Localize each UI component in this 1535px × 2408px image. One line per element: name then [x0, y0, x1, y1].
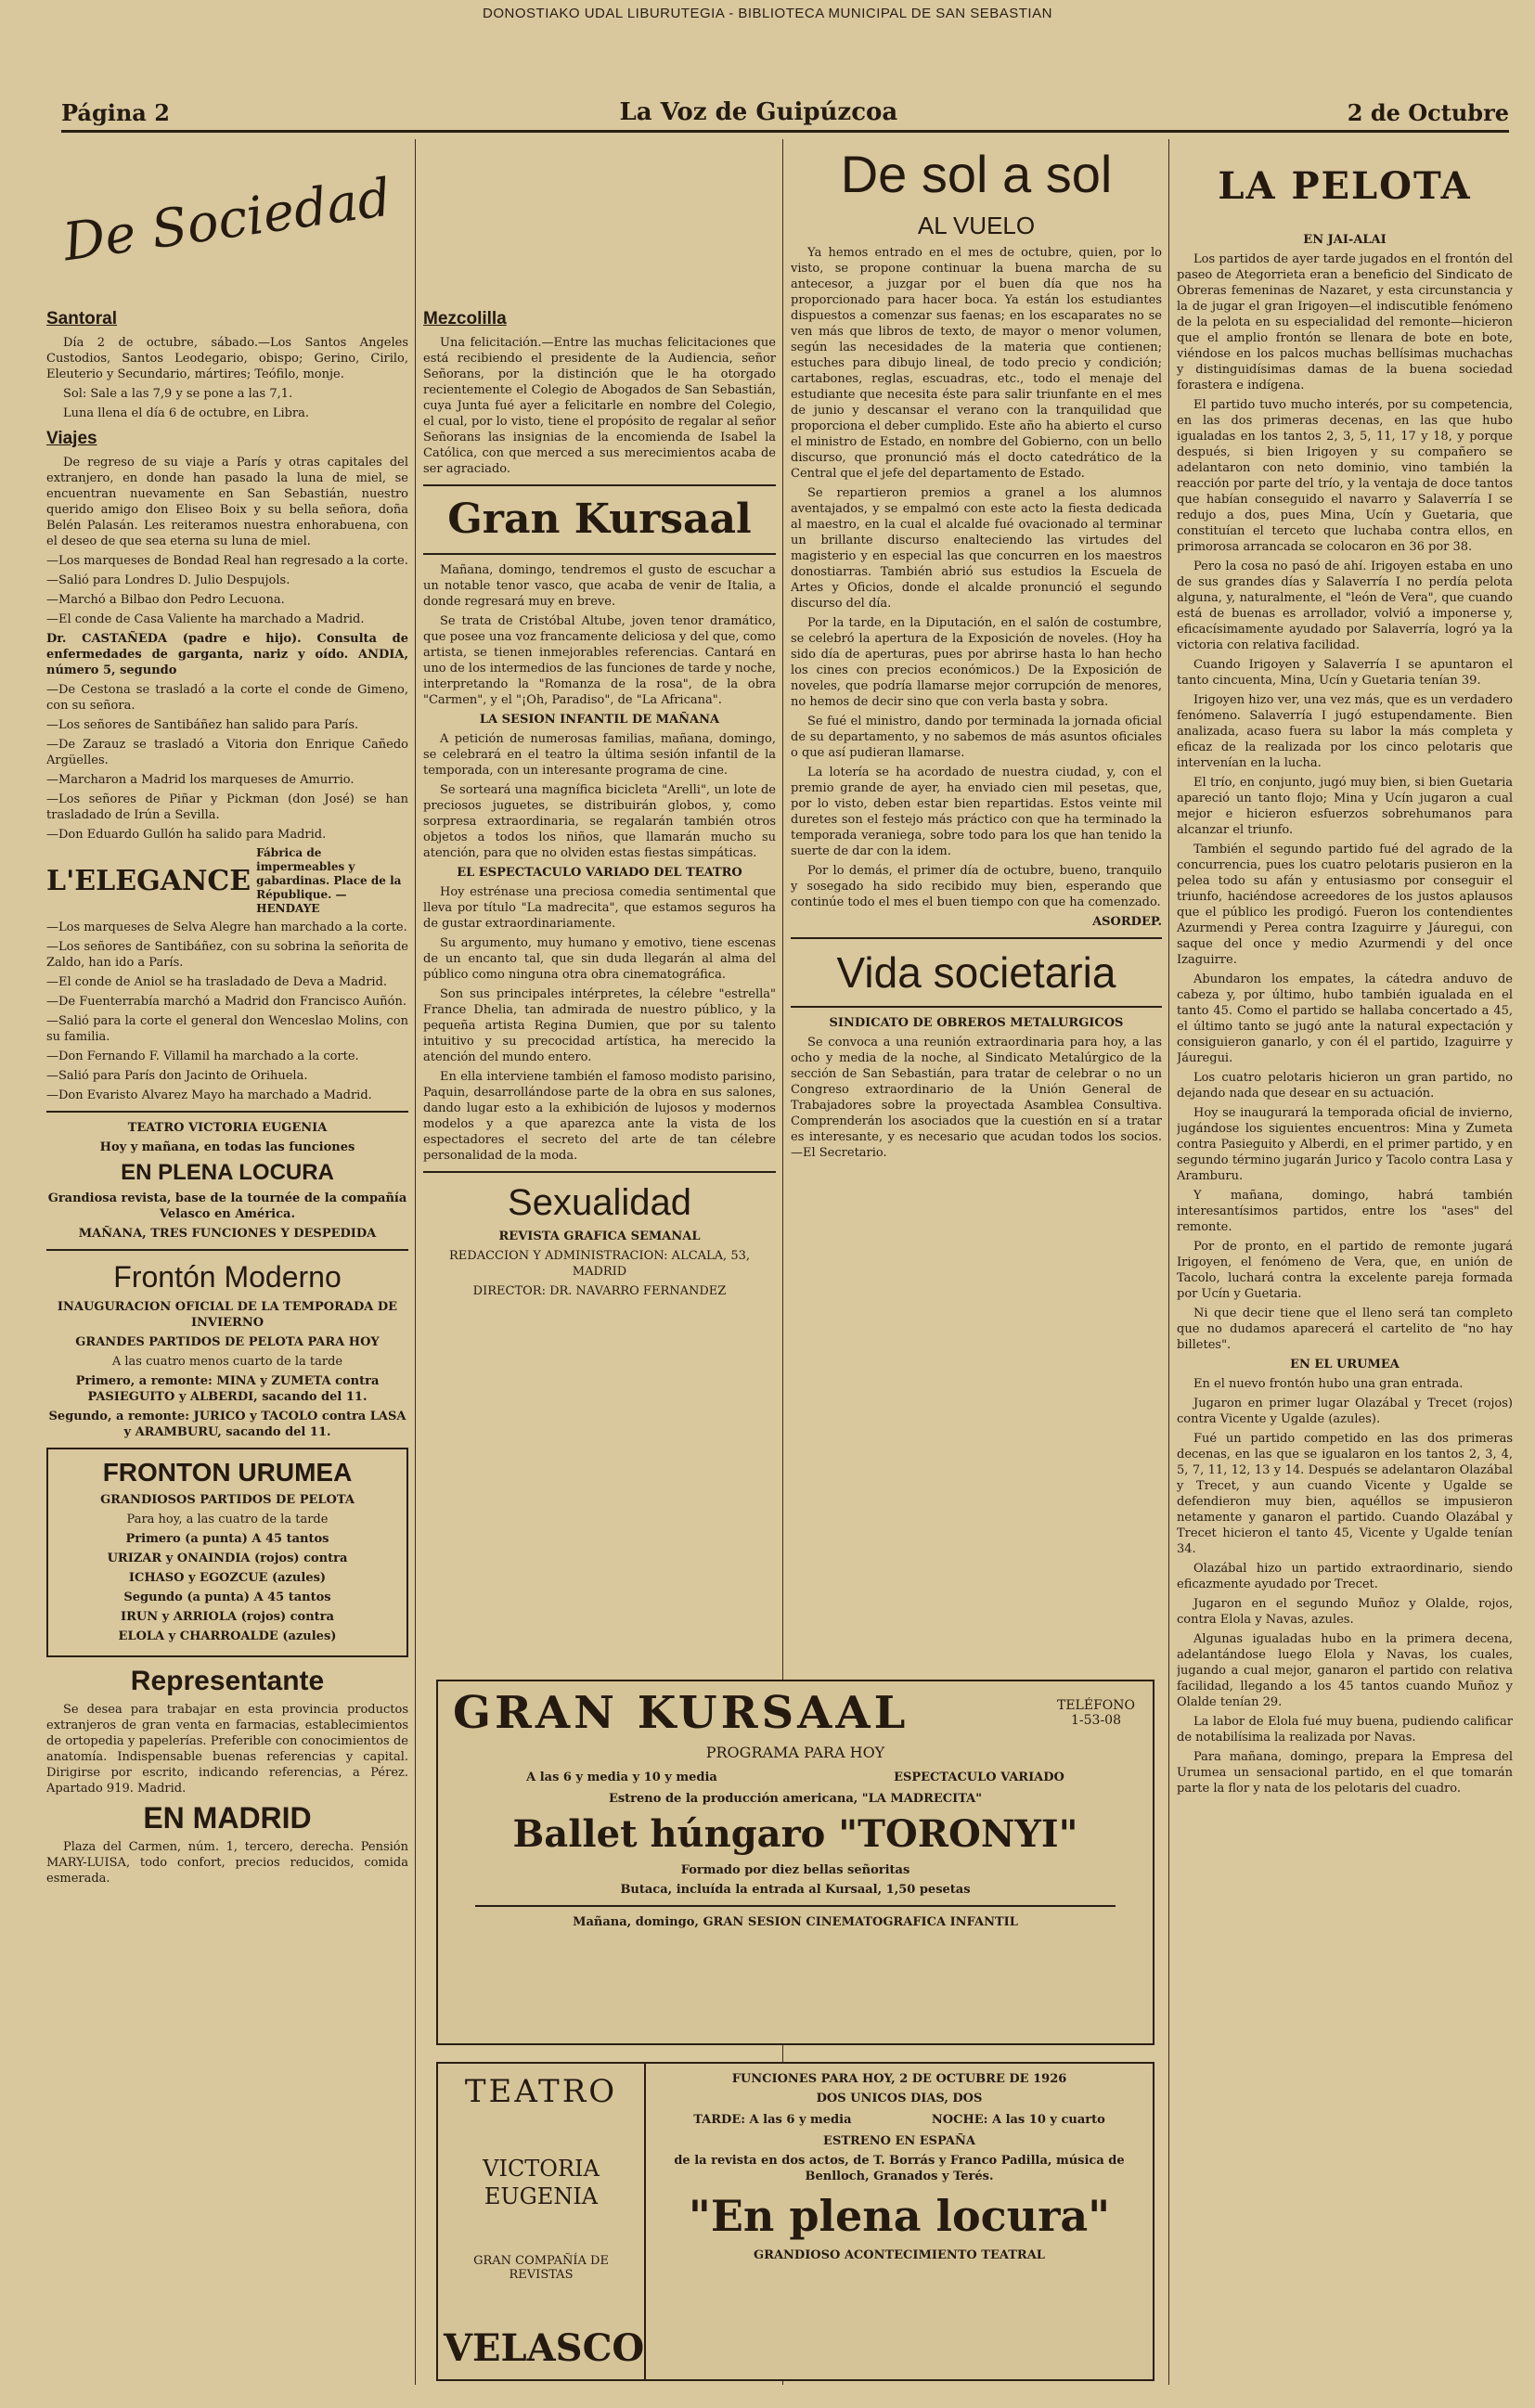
vida-societaria-title: Vida societaria [836, 948, 1116, 997]
elegance-ad [46, 846, 408, 916]
viajes-text: —Marcharon a Madrid los marqueses de Amurrio. [46, 773, 355, 787]
kursaal-ad-espectaculo: ESPECTACULO VARIADO [894, 1771, 1064, 1784]
teatro-ad-left [438, 2064, 646, 2379]
viajes-text: —Los marqueses de Selva Alegre han marchado a la corte. [46, 921, 407, 934]
gran-kursaal-ad [436, 1680, 1154, 2045]
elegance-text: Fábrica de impermeables y gabardinas. Place de la République. — HENDAYE [256, 846, 402, 915]
teatro-ad-left2: VICTORIA EUGENIA [483, 2155, 600, 2209]
pelota-paragraph: Y mañana, domingo, habrá también interesantísimos partidos, entre los "ases" del remonte. [1177, 1189, 1513, 1234]
urumea-paragraph: Para mañana, domingo, prepara la Empresa del Urumea un sensacional partido, en el que tomarán parte la flor y nata de los pelotaris del cuadro. [1177, 1750, 1513, 1796]
issue-date: 2 de Octubre [1347, 99, 1509, 126]
representante-title: Representante [130, 1666, 325, 1696]
sexualidad-address: REDACCION Y ADMINISTRACION: ALCALA, 53, MADRID [449, 1249, 750, 1279]
castaneda-ad: Dr. CASTAÑEDA (padre e hijo). Consulta de enfermedades de garganta, nariz y oído. ANDIA, número 5, segundo [46, 632, 408, 677]
jai-alai-heading: EN JAI-ALAI [1303, 233, 1387, 247]
espectaculo-text: Su argumento, muy humano y emotivo, tiene escenas de un encanto tal, que sin duda llegarán al alma del público como ninguna otra obra cinematográfica. [423, 936, 776, 982]
santoral-text: Luna llena el día 6 de octubre, en Libra. [63, 406, 310, 420]
fu-line: ELOLA y CHARROALDE (azules) [118, 1629, 337, 1643]
sociedad-logo-text: De Sociedad [59, 167, 395, 274]
column-mezcolilla [423, 139, 776, 1633]
fm-line: Segundo, a remonte: JURICO y TACOLO contra LASA y ARAMBURU, sacando del 11. [48, 1410, 406, 1439]
divider [46, 1111, 408, 1113]
divider [423, 553, 776, 555]
divider [475, 1905, 1116, 1907]
pelota-paragraph: Los cuatro pelotaris hicieron un gran partido, no dejando nada que desear en su actuación. [1177, 1071, 1513, 1101]
column-la-pelota [1177, 139, 1513, 1800]
sindicato-heading: SINDICATO DE OBREROS METALURGICOS [829, 1016, 1124, 1030]
santoral-text: Día 2 de octubre, sábado.—Los Santos Angeles Custodios, Santos Leodegario, obispo; Gerino, Cirilo, Eleuterio y Secundario, mártires; Teófilo, monje. [46, 336, 408, 381]
kursaal-text: Mañana, domingo, tendremos el gusto de escuchar a un notable tenor vasco, que acaba de venir de Italia, a donde regresará muy en breve. [423, 563, 776, 609]
espectaculo-text: En ella interviene también el famoso modisto parisino, Paquin, desarrollándose parte de la obra en sus salones, dando lugar esto a la exhibición de lujosos y modernos modelos y a que aparezca ante la vista de los espectadores el secreto del arte de tan célebre personalidad de la moda. [423, 1070, 776, 1163]
pelota-paragraph: El trío, en conjunto, jugó muy bien, si bien Guetaria apareció un tanto flojo; Mina y Ucín jugaron a cual mejor e hicieron esfuerzos sobrehumanos para alcanzar el triunfo. [1177, 776, 1513, 837]
teatro-ad-left3: GRAN COMPAÑÍA DE REVISTAS [473, 2254, 609, 2283]
page-number: Página 2 [61, 99, 170, 126]
urumea-paragraph: Olazábal hizo un partido extraordinario, siendo eficazmente ayudado por Trecet. [1177, 1562, 1513, 1591]
madrid-title: EN MADRID [143, 1801, 312, 1835]
fm-line: GRANDES PARTIDOS DE PELOTA PARA HOY [75, 1335, 380, 1349]
column-separator [415, 139, 416, 2385]
urumea-paragraph: En el nuevo frontón hubo una gran entrada. [1193, 1377, 1464, 1391]
mezcolilla-text: Una felicitación.—Entre las muchas felicitaciones que está recibiendo el presidente de la Audiencia, señor Señorans, por la distinción que le ha otorgado recientemente el Colegio de Abogados de San Sebastián, cuya Junta fué ayer a felicitarle en nombre del Colegio, el cual, por lo visto, tiene el propósito de regalar al señor Señorans las insignias de la encomienda de Isabel la Católica, con que merced a sus merecimientos acaba de ser agraciado. [423, 336, 776, 476]
urumea-paragraph: Jugaron en primer lugar Olazábal y Trecet (rojos) contra Vicente y Ugalde (azules). [1177, 1397, 1513, 1426]
viajes-heading: Viajes [46, 429, 97, 448]
teatro-ad-big: "En plena locura" [688, 2191, 1111, 2241]
divider [46, 1249, 408, 1251]
sexualidad-sub: REVISTA GRAFICA SEMANAL [498, 1230, 701, 1243]
divider [423, 1171, 776, 1173]
urumea-heading: EN EL URUMEA [1290, 1358, 1400, 1371]
espectaculo-text: Hoy estrénase una preciosa comedia sentimental que lleva por título "La madrecita", que estamos seguros ha de gustar extraordinariamente. [423, 885, 776, 931]
viajes-text: —Los señores de Piñar y Pickman (don José) se han trasladado de Irún a Sevilla. [46, 792, 408, 822]
newspaper-name: La Voz de Guipúzcoa [619, 98, 898, 126]
sexualidad-title: Sexualidad [508, 1182, 691, 1223]
viajes-text: —Don Evaristo Alvarez Mayo ha marchado a Madrid. [46, 1088, 372, 1102]
representante-text: Se desea para trabajar en esta provincia productos extranjeros de gran venta en farmacias, establecimientos de ortopedia y papelerías. Preferible con conocimientos de anatomía. Indispensable buenas referencias y capital. Dirigirse por escrito, indicando referencias, a Pérez. Apartado 919. Madrid. [46, 1703, 408, 1796]
kursaal-ad-butaca: Butaca, incluída la entrada al Kursaal, 1,50 pesetas [620, 1883, 971, 1897]
al-vuelo-subtitle: AL VUELO [917, 212, 1036, 239]
article-paragraph: Por la tarde, en la Diputación, en el salón de costumbre, se celebró la apertura de la Exposición de noveles. (Hoy ha sido día de aperturas, pues por abrirse hasta lo han hecho los cines con precios económicos.) De la Exposición de noveles, que podría llamarse mejor corrupción de menores, no hemos de decir sino que con verla basta y sobra. [791, 616, 1162, 709]
viajes-text: —Don Eduardo Gullón ha salido para Madrid. [46, 828, 327, 842]
sesion-text: Se sorteará una magnífica bicicleta "Arelli", un lote de preciosos juguetes, se distribuirán globos, y, como sorpresa extraordinaria, se regalarán también otros objetos a todos los niños, que llamarán mucho su atención, para que no olviden estas fiestas simpáticas. [423, 783, 776, 860]
teatro-ad-funciones: FUNCIONES PARA HOY, 2 DE OCTUBRE DE 1926 [731, 2072, 1067, 2086]
fu-line: URIZAR y ONAINDIA (rojos) contra [107, 1552, 348, 1565]
viajes-text: —Salió para la corte el general don Wenceslao Molins, con su familia. [46, 1014, 408, 1044]
kursaal-ad-programa: PROGRAMA PARA HOY [705, 1744, 885, 1761]
viajes-text: —El conde de Casa Valiente ha marchado a Madrid. [46, 612, 365, 626]
divider [423, 484, 776, 486]
de-sol-a-sol-title: De sol a sol [840, 145, 1113, 203]
pelota-paragraph: Irigoyen hizo ver, una vez más, que es un verdadero fenómeno. Salaverría I jugó estupendamente. Bien analizada, acaso fuera su labor la más completa y eficaz de la realizada por los cinco pelotaris que intervenían en la lucha. [1177, 693, 1513, 770]
viajes-text: —De Zarauz se trasladó a Vitoria don Enrique Cañedo Argüelles. [46, 738, 408, 767]
viajes-text: —Salió para París don Jacinto de Orihuela. [46, 1069, 308, 1083]
teatro-ad-noche: NOCHE: A las 10 y cuarto [931, 2113, 1105, 2127]
sociedad-logo [46, 139, 408, 302]
viajes-text: —De Cestona se trasladó a la corte el conde de Gimeno, con su señora. [46, 683, 408, 713]
column-sociedad [46, 139, 408, 1890]
fronton-urumea-ad [46, 1448, 408, 1657]
fm-line: A las cuatro menos cuarto de la tarde [111, 1355, 343, 1369]
kursaal-heading: Gran Kursaal [447, 496, 752, 543]
viajes-text: —Don Fernando F. Villamil ha marchado a la corte. [46, 1049, 359, 1063]
fu-line: Primero (a punta) A 45 tantos [125, 1532, 329, 1546]
madrid-text: Plaza del Carmen, núm. 1, tercero, derecha. Pensión MARY-LUISA, todo confort, precios reducidos, comida esmerada. [46, 1840, 408, 1886]
article-paragraph: Ya hemos entrado en el mes de octubre, quien, por lo visto, se propone continuar la buena marcha de su antecesor, a juzgar por el buen día que nos ha proporcionado para hacer boca. Ya están los estudiantes dispuestos a comenzar sus faenas; en los escaparates no se ven más que libros de texto, de mayor o menor volumen, según las necesidades de la materia que contienen; estuches para dibujo lineal, de todo precio y condición; cartabones, reglas, escuadras, etc., todo el menaje del estudiante que necesita éste para salir triunfante en el mes de junio y descansar el verano con la tranquilidad que proporciona el deber cumplido. Este año ha abierto el curso el ministro de Estado, en nombre del Gobierno, con un bello discurso, que pronunció más el docto catedrático de la Central que el jefe del departamento de Estado. [791, 246, 1162, 481]
kursaal-ad-phone: TELÉFONO 1-53-08 [1057, 1698, 1135, 1728]
pelota-paragraph: También el segundo partido fué del agrado de la concurrencia, pues los cuatro pelotaris pusieron en la pelea todo su afán y entusiasmo por conseguir el triunfo, haciéndose acreedores de los justos aplausos que el público les prodigó. Fueron los contendientes Azurmendi y Perea contra Izaguirre y Jáuregui, con saque del once y medio Azurmendi y del once Izaguirre. [1177, 843, 1513, 967]
archive-watermark: DONOSTIAKO UDAL LIBURUTEGIA - BIBLIOTECA MUNICIPAL DE SAN SEBASTIAN [483, 6, 1052, 21]
teatro-ve-ad [46, 1120, 408, 1242]
kursaal-ad-times: A las 6 y media y 10 y media [526, 1771, 717, 1784]
espectaculo-text: Son sus principales intérpretes, la célebre "estrella" France Dhelia, tan admirada de nuestro público, y la pequeña artista Regina Dumien, que por su talento intuitivo y su precocidad artística, ha merecido la atención del mundo entero. [423, 987, 776, 1064]
column-separator [1168, 139, 1169, 2385]
sesion-heading: LA SESION INFANTIL DE MAÑANA [479, 713, 720, 727]
la-pelota-logo-text: LA PELOTA [1218, 163, 1472, 208]
viajes-text: De regreso de su viaje a París y otras capitales del extranjero, en donde han pasado la luna de miel, se encuentran nuevamente en San Sebastián, nuestro querido amigo don Eliseo Boix y su bella señora, doña Belén Palasán. Les reiteramos nuestra enhorabuena, con el deseo de que sea eterna su luna de miel. [46, 456, 408, 548]
fu-line: Segundo (a punta) A 45 tantos [123, 1590, 331, 1604]
pelota-paragraph: El partido tuvo mucho interés, por su competencia, en las dos primeras decenas, en las que hubo igualadas en los tantos 2, 3, 5, 11, 17 y 18, y porque después, si bien Irigoyen y su compañero se adelantaron con neto dominio, vino también la reacción por parte del trío, y la ventaja de doce tantos que habían conseguido el navarro y Salaverría I se redujo a dos, pues Mina, Ucín y Guetaria, que constituían el terceto que luchaba contra ellos, en primorosa arrancada se colocaron en 36 por 38. [1177, 398, 1513, 554]
teatro-ad-desc: de la revista en dos actos, de T. Borrás y Franco Padilla, música de Benlloch, Granados y Terés. [674, 2154, 1125, 2183]
kursaal-ad-title: GRAN KURSAAL [453, 1687, 909, 1739]
urumea-paragraph: La labor de Elola fué muy buena, pudiendo calificar de notabilísima la realizada por Navas. [1177, 1715, 1513, 1745]
teatro-ad-dos: DOS UNICOS DIAS, DOS [816, 2092, 983, 2105]
fu-line: GRANDIOSOS PARTIDOS DE PELOTA [100, 1493, 355, 1507]
teatro-ad-left4: VELASCO [444, 2325, 645, 2370]
fu-title: FRONTON URUMEA [102, 1458, 353, 1487]
fu-line: Para hoy, a las cuatro de la tarde [126, 1513, 329, 1526]
viajes-text: —De Fuenterrabía marchó a Madrid don Francisco Auñón. [46, 995, 406, 1009]
sexualidad-director: DIRECTOR: DR. NAVARRO FERNANDEZ [472, 1284, 727, 1298]
divider [791, 937, 1162, 939]
mezcolilla-heading: Mezcolilla [423, 309, 507, 328]
teatro-ad-estreno: ESTRENO EN ESPAÑA [823, 2134, 975, 2148]
viajes-text: —El conde de Aniol se ha trasladado de Deva a Madrid. [46, 975, 388, 989]
fu-line: ICHASO y EGOZCUE (azules) [128, 1571, 327, 1585]
urumea-paragraph: Fué un partido competido en las dos primeras decenas, en las que se igualaron en los tantos 2, 3, 4, 5, 7, 11, 12, 13 y 14. Después se adelantaron Olazábal y Trecet, y aun cuando Vicente y Ugalde se defendieron muy bien, aquéllos se impusieron netamente y ganaron el partido. Cuando Olazábal y Trecet hicieron el tanto 45, Vicente y Ugalde tenían 34. [1177, 1432, 1513, 1556]
article-signature: ASORDEP. [1092, 915, 1162, 929]
teatro-ve-tail: MAÑANA, TRES FUNCIONES Y DESPEDIDA [78, 1227, 377, 1241]
pelota-paragraph: Pero la cosa no pasó de ahí. Irigoyen estaba en uno de sus grandes días y Salaverría I no perdía pelota alguna, y, naturalmente, el "león de Vera", que cuando está de buenas es arrollador, volvió a imponerse y, eficacísimamente ayudado por Salaverría, logró ya la victoria con relativa facilidad. [1177, 560, 1513, 652]
pelota-paragraph: Los partidos de ayer tarde jugados en el frontón del paseo de Ategorrieta eran a beneficio del Sindicato de Obreras femeninas de Nazaret, y esta circunstancia y la de jugar el gran Irigoyen—el indiscutible fenómeno de la pelota en su especialidad del remonte—hicieron que el amplio frontón se llenara de bote en bote, viéndose en los palcos muchas bellísimas muchachas y distinguidísimas damas de la buena sociedad forastera e indígena. [1177, 252, 1513, 393]
article-paragraph: La lotería se ha acordado de nuestra ciudad, y, con el premio grande de ayer, ha enviado cien mil pesetas, que, por lo visto, deben estar bien repartidas. Estos veinte mil duretes son el festejo más práctico con que ha terminado la temporada veraniega, sobre todo para los que han tenido la suerte de dar con la idem. [791, 766, 1162, 858]
teatro-ve-desc: Grandiosa revista, base de la tournée de la compañía Velasco en América. [47, 1191, 407, 1221]
pelota-paragraph: Ni que decir tiene que el lleno será tan completo que no dudamos aparecerá el cartelito de "no hay billetes". [1177, 1307, 1513, 1352]
sesion-text: A petición de numerosas familias, mañana, domingo, se celebrará en el teatro la última sesión infantil de la temporada, con un interesante programa de cine. [423, 732, 776, 778]
viajes-text: —Los señores de Santibáñez han salido para París. [46, 718, 359, 732]
urumea-paragraph: Jugaron en el segundo Muñoz y Olalde, rojos, contra Elola y Navas, azules. [1177, 1597, 1513, 1627]
santoral-heading: Santoral [46, 309, 118, 328]
kursaal-ad-manana: Mañana, domingo, GRAN SESION CINEMATOGRAFICA INFANTIL [573, 1915, 1018, 1929]
kursaal-ad-ballet: Ballet húngaro "TORONYI" [512, 1812, 1078, 1856]
kursaal-ad-formado: Formado por diez bellas señoritas [680, 1863, 910, 1877]
la-pelota-logo [1177, 139, 1513, 232]
teatro-ve-big: EN PLENA LOCURA [121, 1160, 334, 1185]
elegance-name: L'ELEGANCE [46, 865, 252, 897]
article-paragraph: Se fué el ministro, dando por terminada la jornada oficial de su departamento, y no sabemos de más asuntos oficiales o que así pudieran llamarse. [791, 715, 1162, 760]
illustration-space [423, 139, 776, 302]
kursaal-ad-estreno: Estreno de la producción americana, "LA MADRECITA" [608, 1792, 983, 1806]
pelota-paragraph: Por de pronto, en el partido de remonte jugará Irigoyen, el fenómeno de Vera, que, en unión de Tacolo, luchará contra la excelente pareja formada por Ucín y Guetaria. [1177, 1240, 1513, 1301]
teatro-ad-tarde: TARDE: A las 6 y media [693, 2113, 852, 2127]
teatro-ve-title: TEATRO VICTORIA EUGENIA [127, 1121, 328, 1135]
viajes-text: —Salió para Londres D. Julio Despujols. [46, 573, 290, 587]
kursaal-text: Se trata de Cristóbal Altube, joven tenor dramático, que posee una voz francamente deliciosa y del que, como artista, se tienen inmejorables referencias. Cantará en uno de los intermedios de las funciones de tarde y noche, interpretando la "Romanza de la rosa", de la obra "Carmen", y el "¡Oh, Paradiso", de "La Africana". [423, 614, 776, 707]
teatro-ad-grandioso: GRANDIOSO ACONTECIMIENTO TEATRAL [754, 2248, 1045, 2262]
teatro-ad-left1: TEATRO [464, 2073, 618, 2110]
page-header [61, 89, 1509, 133]
viajes-text: —Los marqueses de Bondad Real han regresado a la corte. [46, 554, 408, 568]
article-paragraph: Se repartieron premios a granel a los alumnos aventajados, y se empalmó con este acto la fiesta dedicada al maestro, en la cual el alcalde fué ovacionado al terminar un brillante discurso enalteciendo las virtudes del magisterio y en especial las que concurren en los maestros donostiarras. También abrió sus estudios la Escuela de Artes y Oficios, donde el alcalde pronunció el segundo discurso del día. [791, 486, 1162, 611]
divider [791, 1006, 1162, 1008]
column-de-sol-a-sol [791, 139, 1162, 1633]
fm-line: INAUGURACION OFICIAL DE LA TEMPORADA DE INVIERNO [57, 1300, 398, 1330]
article-paragraph: Por lo demás, el primer día de octubre, bueno, tranquilo y sosegado ha sido recibido muy bien, esperando que continúe todo el mes el buen tiempo con que ha comenzado. [791, 864, 1162, 909]
column-separator [782, 139, 783, 2385]
teatro-victoria-eugenia-ad [436, 2062, 1154, 2381]
viajes-text: —Marchó a Bilbao don Pedro Lecuona. [46, 593, 285, 607]
sindicato-text: Se convoca a una reunión extraordinaria para hoy, a las ocho y media de la noche, al Sindicato Metalúrgico de la sección de San Sebastián, para tratar de celebrar o no un Congreso extraordinario de la Unión General de Trabajadores sobre la proyectada Asamblea Consultiva. Comprenderán los asociados que la cuestión en sí a tratar es interesante, y es necesario que acudan todos los socios.—El Secretario. [791, 1036, 1162, 1160]
pelota-paragraph: Cuando Irigoyen y Salaverría I se apuntaron el tanto cincuenta, Mina, Ucín y Guetaria tenían 39. [1177, 658, 1513, 688]
fronton-moderno-title: Frontón Moderno [113, 1260, 342, 1294]
espectaculo-heading: EL ESPECTACULO VARIADO DEL TEATRO [457, 866, 742, 880]
fu-line: IRUN y ARRIOLA (rojos) contra [121, 1610, 334, 1624]
pelota-paragraph: Hoy se inaugurará la temporada oficial de invierno, jugándose los siguientes encuentros: Mina y Zumeta contra Pasieguito y Alberdi, en el primer partido, y en segundo término jugarán Jurico y Tacolo contra Lasa y Aramburu. [1177, 1106, 1513, 1183]
santoral-text: Sol: Sale a las 7,9 y se pone a las 7,1. [63, 387, 293, 401]
pelota-paragraph: Abundaron los empates, la cátedra anduvo de cabeza y, por último, hubo también igualada en el tanto 45. Como el partido se hallaba concertado a 45, el último tanto se jugó ante la natural expectación y consiguieron ganarlo, y con él el partido, Izaguirre y Jáuregui. [1177, 972, 1513, 1065]
fm-line: Primero, a remonte: MINA y ZUMETA contra PASIEGUITO y ALBERDI, sacando del 11. [75, 1374, 380, 1404]
viajes-text: —Los señores de Santibáñez, con su sobrina la señorita de Zaldo, han ido a París. [46, 940, 408, 970]
teatro-ve-sub: Hoy y mañana, en todas las funciones [99, 1140, 355, 1154]
urumea-paragraph: Algunas igualadas hubo en la primera decena, adelantándose luego Elola y Navas, los cuales, jugando a cual mejor, ganaron el partido con relativa facilidad, llegando a los 45 tantos cuando Muñoz y Olalde tenían 29. [1177, 1632, 1513, 1709]
